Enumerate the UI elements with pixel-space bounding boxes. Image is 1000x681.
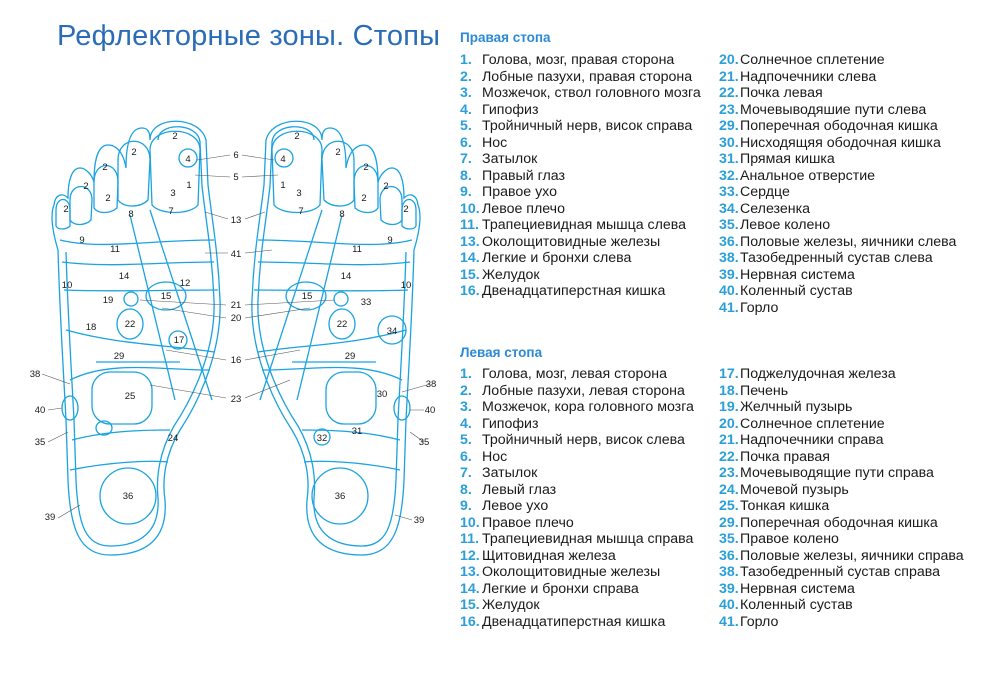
legend-item-text: Мозжечок, ствол головного мозга bbox=[482, 85, 701, 101]
legend-item-number: 31. bbox=[719, 151, 739, 167]
legend-item bbox=[460, 498, 725, 515]
legend-item-text: Околощитовидные железы bbox=[482, 564, 661, 580]
legend-item bbox=[460, 118, 725, 135]
legend-item-number: 38. bbox=[719, 564, 739, 580]
zone-label: 8 bbox=[128, 209, 134, 220]
legend-item-text: Желудок bbox=[482, 266, 540, 283]
legend-item bbox=[460, 366, 725, 383]
left-foot-list-col1 bbox=[460, 366, 725, 630]
feet-reflexology-diagram bbox=[0, 0, 460, 681]
zone-label: 3 bbox=[170, 188, 176, 199]
legend-item-number: 15. bbox=[460, 266, 480, 283]
zone-label: 7 bbox=[298, 206, 304, 217]
legend-item bbox=[719, 465, 989, 482]
legend-item-text: Левое колено bbox=[740, 217, 831, 233]
legend-item bbox=[719, 267, 989, 284]
callout-label: 6 bbox=[233, 150, 239, 161]
callout-label: 35 bbox=[34, 437, 46, 448]
callout-label: 40 bbox=[424, 405, 436, 416]
legend-item-number: 14. bbox=[460, 250, 480, 266]
legend-item bbox=[460, 465, 725, 482]
legend-item-number: 39. bbox=[719, 266, 739, 283]
legend-item bbox=[719, 217, 989, 234]
legend-item bbox=[719, 614, 989, 631]
zone-label: 7 bbox=[168, 206, 174, 217]
legend-item bbox=[460, 135, 725, 152]
callout-label: 13 bbox=[230, 215, 242, 226]
legend-item-number: 12. bbox=[460, 547, 480, 564]
left-zone-25-rect bbox=[92, 372, 152, 424]
callout-label: 21 bbox=[230, 300, 242, 311]
legend-item-text: Затылок bbox=[482, 465, 538, 481]
legend-item-number: 35. bbox=[719, 531, 739, 547]
legend-item-number: 41. bbox=[719, 613, 739, 630]
legend-item-text: Печень bbox=[740, 382, 789, 399]
zone-label: 3 bbox=[296, 188, 302, 199]
legend-item-text: Правое плечо bbox=[482, 514, 574, 531]
legend-item-number: 1. bbox=[460, 52, 472, 68]
zone-label: 8 bbox=[339, 209, 345, 220]
legend-item-text: Гипофиз bbox=[482, 415, 539, 432]
right-foot-legend bbox=[460, 30, 551, 52]
zone-label: 15 bbox=[160, 291, 172, 302]
legend-item-number: 29. bbox=[719, 514, 739, 531]
legend-item bbox=[460, 597, 725, 614]
legend-item-number: 36. bbox=[719, 233, 739, 250]
legend-item bbox=[719, 250, 989, 267]
legend-item-text: Околощитовидные железы bbox=[482, 233, 661, 250]
legend-item-text: Двенадцатиперстная кишка bbox=[482, 613, 666, 630]
legend-item-number: 16. bbox=[460, 613, 480, 630]
legend-item-number: 36. bbox=[719, 547, 739, 564]
legend-item bbox=[719, 548, 989, 565]
right-zone-30-rect bbox=[326, 372, 376, 424]
legend-item-text: Затылок bbox=[482, 151, 538, 167]
legend-item bbox=[460, 383, 725, 400]
callout-label: 38 bbox=[425, 379, 437, 390]
zone-label: 4 bbox=[280, 154, 286, 165]
legend-item bbox=[460, 548, 725, 565]
legend-item-number: 13. bbox=[460, 233, 480, 250]
zone-label: 2 bbox=[335, 147, 341, 158]
zone-label: 12 bbox=[179, 278, 191, 289]
legend-item-text: Нервная система bbox=[740, 580, 855, 597]
legend-item bbox=[719, 432, 989, 449]
callout-label: 5 bbox=[233, 172, 239, 183]
legend-item bbox=[719, 85, 989, 102]
legend-item bbox=[719, 300, 989, 317]
legend-item-text: Тройничный нерв, висок слева bbox=[482, 432, 685, 448]
legend-item-number: 9. bbox=[460, 498, 472, 514]
legend-item-text: Половые железы, яичники слева bbox=[740, 233, 957, 250]
right-foot-legend-col1 bbox=[460, 52, 725, 300]
legend-item-text: Солнечное сплетение bbox=[740, 52, 885, 68]
legend-item-text: Нос bbox=[482, 134, 508, 151]
legend-item bbox=[460, 250, 725, 267]
legend-item bbox=[719, 531, 989, 548]
legend-item-number: 22. bbox=[719, 448, 739, 465]
legend-item-number: 2. bbox=[460, 68, 472, 85]
legend-item bbox=[719, 399, 989, 416]
legend-item bbox=[719, 52, 989, 69]
callout-label: 35 bbox=[418, 437, 430, 448]
legend-item-number: 40. bbox=[719, 597, 739, 613]
legend-item bbox=[460, 581, 725, 598]
left-zone-19-circle bbox=[124, 292, 138, 306]
right-foot-list-col2 bbox=[719, 52, 989, 316]
legend-item-number: 4. bbox=[460, 415, 472, 432]
legend-item-text: Нисходящяя ободочная кишка bbox=[740, 134, 941, 151]
right-toe-4 bbox=[380, 187, 402, 225]
legend-item-text: Поперечная ободочная кишка bbox=[740, 118, 938, 134]
legend-item-text: Тонкая кишка bbox=[740, 498, 830, 514]
legend-item-number: 32. bbox=[719, 167, 739, 184]
legend-item-number: 34. bbox=[719, 200, 739, 217]
legend-item bbox=[460, 102, 725, 119]
legend-item bbox=[460, 85, 725, 102]
left-foot-legend-col1 bbox=[460, 366, 725, 630]
legend-item-number: 13. bbox=[460, 564, 480, 580]
legend-item-text: Желудок bbox=[482, 597, 540, 613]
zone-label: 34 bbox=[386, 326, 398, 337]
legend-item-text: Мозжечок, кора головного мозга bbox=[482, 399, 694, 415]
legend-item-text: Надпочечники слева bbox=[740, 68, 877, 85]
zone-label: 1 bbox=[186, 180, 192, 191]
legend-item-number: 41. bbox=[719, 299, 739, 316]
legend-item bbox=[719, 168, 989, 185]
legend-item-text: Половые железы, яичники справа bbox=[740, 547, 964, 564]
zone-label: 22 bbox=[336, 319, 348, 330]
callout-label: 39 bbox=[44, 512, 56, 523]
legend-item-text: Лобные пазухи, левая сторона bbox=[482, 382, 685, 399]
legend-item bbox=[460, 184, 725, 201]
zone-label: 2 bbox=[63, 204, 69, 215]
zone-label: 2 bbox=[361, 193, 367, 204]
legend-item bbox=[719, 151, 989, 168]
legend-item-number: 5. bbox=[460, 432, 472, 448]
legend-item-text: Тазобедренный сустав справа bbox=[740, 564, 940, 580]
legend-item-text: Мочевыводящие пути справа bbox=[740, 465, 934, 481]
legend-item bbox=[719, 581, 989, 598]
legend-item-text: Анальное отверстие bbox=[740, 167, 876, 184]
zone-label: 33 bbox=[360, 297, 372, 308]
legend-item-number: 11. bbox=[460, 217, 479, 233]
left-zone-lines bbox=[60, 210, 218, 470]
legend-item-number: 21. bbox=[719, 68, 739, 85]
legend-item-text: Селезенка bbox=[740, 200, 811, 217]
legend-item-text: Нос bbox=[482, 448, 508, 465]
legend-item-text: Поджелудочная железа bbox=[740, 366, 896, 382]
legend-item-text: Тазобедренный сустав слева bbox=[740, 250, 933, 266]
zone-label: 11 bbox=[110, 244, 120, 255]
legend-item-text: Почка левая bbox=[740, 85, 823, 101]
zone-label: 29 bbox=[344, 351, 356, 362]
zone-label: 2 bbox=[363, 162, 369, 173]
legend-item bbox=[719, 69, 989, 86]
legend-item-text: Левое ухо bbox=[482, 498, 549, 514]
legend-item-number: 8. bbox=[460, 481, 472, 498]
legend-item bbox=[460, 217, 725, 234]
legend-item-number: 24. bbox=[719, 481, 739, 498]
callout-label: 20 bbox=[230, 313, 242, 324]
zone-label: 19 bbox=[102, 295, 114, 306]
zone-label: 2 bbox=[131, 147, 137, 158]
left-foot-drawing bbox=[52, 121, 220, 555]
zone-label: 32 bbox=[316, 433, 328, 444]
legend-item-number: 14. bbox=[460, 580, 480, 597]
legend-item-text: Лобные пазухи, правая сторона bbox=[482, 68, 693, 85]
legend-item bbox=[460, 283, 725, 300]
legend-item bbox=[719, 118, 989, 135]
legend-item-text: Нервная система bbox=[740, 266, 855, 283]
legend-item-number: 8. bbox=[460, 167, 472, 184]
zone-label: 22 bbox=[124, 319, 136, 330]
legend-item-number: 20. bbox=[719, 415, 739, 432]
legend-item-text: Правый глаз bbox=[482, 167, 565, 184]
zone-label: 25 bbox=[124, 391, 136, 402]
legend-item bbox=[719, 383, 989, 400]
legend-item-number: 7. bbox=[460, 151, 472, 167]
zone-label: 36 bbox=[122, 491, 134, 502]
zone-label: 30 bbox=[376, 389, 388, 400]
legend-item bbox=[719, 102, 989, 119]
legend-item-text: Поперечная ободочная кишка bbox=[740, 514, 938, 531]
left-big-toe bbox=[150, 131, 200, 212]
left-foot-list-col2 bbox=[719, 366, 989, 630]
legend-item-number: 3. bbox=[460, 399, 472, 415]
legend-item-number: 9. bbox=[460, 184, 472, 200]
legend-item bbox=[719, 283, 989, 300]
left-toe-4 bbox=[70, 187, 92, 225]
legend-item bbox=[719, 366, 989, 383]
zone-label: 31 bbox=[351, 426, 363, 437]
legend-item bbox=[460, 69, 725, 86]
zone-label: 1 bbox=[280, 180, 286, 191]
legend-item-text: Гипофиз bbox=[482, 101, 539, 118]
zone-label: 11 bbox=[352, 244, 362, 255]
legend-item-text: Надпочечники справа bbox=[740, 432, 884, 448]
legend-item bbox=[460, 201, 725, 218]
zone-label: 2 bbox=[172, 131, 178, 142]
legend-item bbox=[460, 449, 725, 466]
zone-label: 10 bbox=[400, 280, 412, 291]
legend-item-text: Горло bbox=[740, 299, 779, 316]
legend-item-text: Тройничный нерв, висок справа bbox=[482, 118, 693, 134]
legend-item-text: Желчный пузырь bbox=[740, 399, 853, 415]
legend-item-number: 39. bbox=[719, 580, 739, 597]
callout-label: 23 bbox=[230, 394, 242, 405]
legend-item bbox=[460, 515, 725, 532]
legend-item-text: Правое ухо bbox=[482, 184, 557, 200]
legend-item-number: 20. bbox=[719, 52, 739, 68]
zone-label: 2 bbox=[83, 181, 89, 192]
legend-item bbox=[460, 432, 725, 449]
zone-label: 24 bbox=[167, 433, 179, 444]
legend-item-text: Горло bbox=[740, 613, 779, 630]
legend-item-number: 3. bbox=[460, 85, 472, 101]
callout-label: 39 bbox=[413, 515, 425, 526]
legend-item-text: Правое колено bbox=[740, 531, 839, 547]
legend-item-number: 40. bbox=[719, 283, 739, 299]
legend-item bbox=[719, 498, 989, 515]
legend-item-number: 29. bbox=[719, 118, 739, 134]
legend-item-number: 10. bbox=[460, 514, 480, 531]
legend-item-number: 30. bbox=[719, 134, 739, 151]
legend-item bbox=[460, 416, 725, 433]
legend-item-number: 21. bbox=[719, 432, 739, 448]
legend-item-text: Трапециевидная мышца слева bbox=[482, 217, 687, 233]
legend-item-text: Щитовидная железа bbox=[482, 547, 616, 564]
callout-label: 40 bbox=[34, 405, 46, 416]
legend-item-number: 23. bbox=[719, 101, 739, 118]
callout-label: 38 bbox=[29, 369, 41, 380]
legend-item-number: 5. bbox=[460, 118, 472, 134]
callout-label: 41 bbox=[230, 249, 242, 260]
legend-item bbox=[460, 399, 725, 416]
legend-item bbox=[460, 482, 725, 499]
legend-item bbox=[719, 184, 989, 201]
legend-item-number: 10. bbox=[460, 200, 480, 217]
legend-item bbox=[719, 135, 989, 152]
zone-label: 2 bbox=[294, 131, 300, 142]
legend-item-number: 33. bbox=[719, 184, 739, 200]
legend-item-number: 15. bbox=[460, 597, 480, 613]
legend-item-text: Левый глаз bbox=[482, 481, 557, 498]
right-zone-33-circle bbox=[334, 292, 348, 306]
legend-item bbox=[460, 564, 725, 581]
legend-item bbox=[460, 614, 725, 631]
left-foot-legend bbox=[460, 345, 542, 367]
zone-label: 18 bbox=[85, 322, 97, 333]
legend-item-number: 1. bbox=[460, 366, 472, 382]
legend-item bbox=[719, 234, 989, 251]
legend-item-text: Коленный сустав bbox=[740, 283, 853, 299]
legend-item bbox=[719, 564, 989, 581]
legend-item-number: 16. bbox=[460, 283, 480, 299]
legend-item-number: 19. bbox=[719, 399, 739, 415]
legend-item bbox=[460, 168, 725, 185]
legend-item-text: Голова, мозг, правая сторона bbox=[482, 52, 675, 68]
zone-label: 9 bbox=[79, 235, 85, 246]
page-title: Рефлекторные зоны. Стопы bbox=[57, 20, 441, 52]
left-foot-legend-col2 bbox=[719, 366, 989, 630]
legend-item-number: 22. bbox=[719, 85, 739, 101]
legend-item-text: Голова, мозг, левая сторона bbox=[482, 366, 667, 382]
right-foot-heading: Правая стопа bbox=[460, 30, 551, 45]
zone-label: 14 bbox=[340, 271, 352, 282]
legend-item bbox=[719, 449, 989, 466]
zone-label: 2 bbox=[105, 193, 111, 204]
right-foot-list-col1 bbox=[460, 52, 725, 300]
zone-label: 36 bbox=[334, 491, 346, 502]
legend-item bbox=[460, 151, 725, 168]
legend-item-text: Сердце bbox=[740, 184, 790, 200]
legend-item bbox=[719, 515, 989, 532]
legend-item-number: 2. bbox=[460, 382, 472, 399]
legend-item bbox=[460, 234, 725, 251]
legend-item-text: Легкие и бронхи слева bbox=[482, 250, 632, 266]
legend-item-text: Левое плечо bbox=[482, 200, 565, 217]
legend-item bbox=[460, 531, 725, 548]
legend-item-number: 35. bbox=[719, 217, 739, 233]
right-zone-40-ellipse bbox=[394, 396, 410, 420]
callout-label: 16 bbox=[230, 355, 242, 366]
zone-label: 29 bbox=[113, 351, 125, 362]
zone-label: 2 bbox=[403, 204, 409, 215]
legend-item-number: 7. bbox=[460, 465, 472, 481]
legend-item-number: 17. bbox=[719, 366, 739, 382]
legend-item-text: Солнечное сплетение bbox=[740, 415, 885, 432]
legend-item-text: Мочевой пузырь bbox=[740, 481, 849, 498]
legend-item bbox=[719, 597, 989, 614]
zone-label: 2 bbox=[383, 181, 389, 192]
zone-label: 14 bbox=[118, 271, 130, 282]
right-foot-legend-col2 bbox=[719, 52, 989, 316]
legend-item-number: 6. bbox=[460, 134, 472, 151]
legend-item bbox=[719, 416, 989, 433]
legend-item-text: Мочевыводяшие пути слева bbox=[740, 101, 927, 118]
zone-label: 4 bbox=[185, 154, 191, 165]
zone-label: 9 bbox=[387, 235, 393, 246]
legend-item-text: Легкие и бронхи справа bbox=[482, 580, 639, 597]
right-zone-lines bbox=[254, 210, 412, 470]
legend-item-number: 4. bbox=[460, 101, 472, 118]
legend-item bbox=[460, 267, 725, 284]
legend-item-number: 6. bbox=[460, 448, 472, 465]
legend-item-text: Двенадцатиперстная кишка bbox=[482, 283, 666, 299]
legend-item-text: Трапециевидная мышца справа bbox=[482, 531, 694, 547]
legend-item-text: Прямая кишка bbox=[740, 151, 835, 167]
zone-label: 10 bbox=[61, 280, 73, 291]
legend-item-number: 18. bbox=[719, 382, 739, 399]
legend-item bbox=[719, 482, 989, 499]
legend-item-number: 38. bbox=[719, 250, 739, 266]
legend-item-number: 25. bbox=[719, 498, 739, 514]
zone-label: 17 bbox=[173, 335, 185, 346]
zone-label: 15 bbox=[301, 291, 313, 302]
legend-item bbox=[719, 201, 989, 218]
left-foot-heading: Левая стопа bbox=[460, 345, 543, 360]
right-foot-drawing bbox=[252, 121, 420, 555]
legend-item-text: Почка правая bbox=[740, 448, 830, 465]
left-zone-40-ellipse bbox=[62, 396, 78, 420]
right-big-toe bbox=[272, 131, 322, 212]
legend-item-number: 11. bbox=[460, 531, 479, 547]
legend-item bbox=[460, 52, 725, 69]
legend-item-number: 23. bbox=[719, 465, 739, 481]
legend-item-text: Коленный сустав bbox=[740, 597, 853, 613]
zone-label: 2 bbox=[102, 162, 108, 173]
